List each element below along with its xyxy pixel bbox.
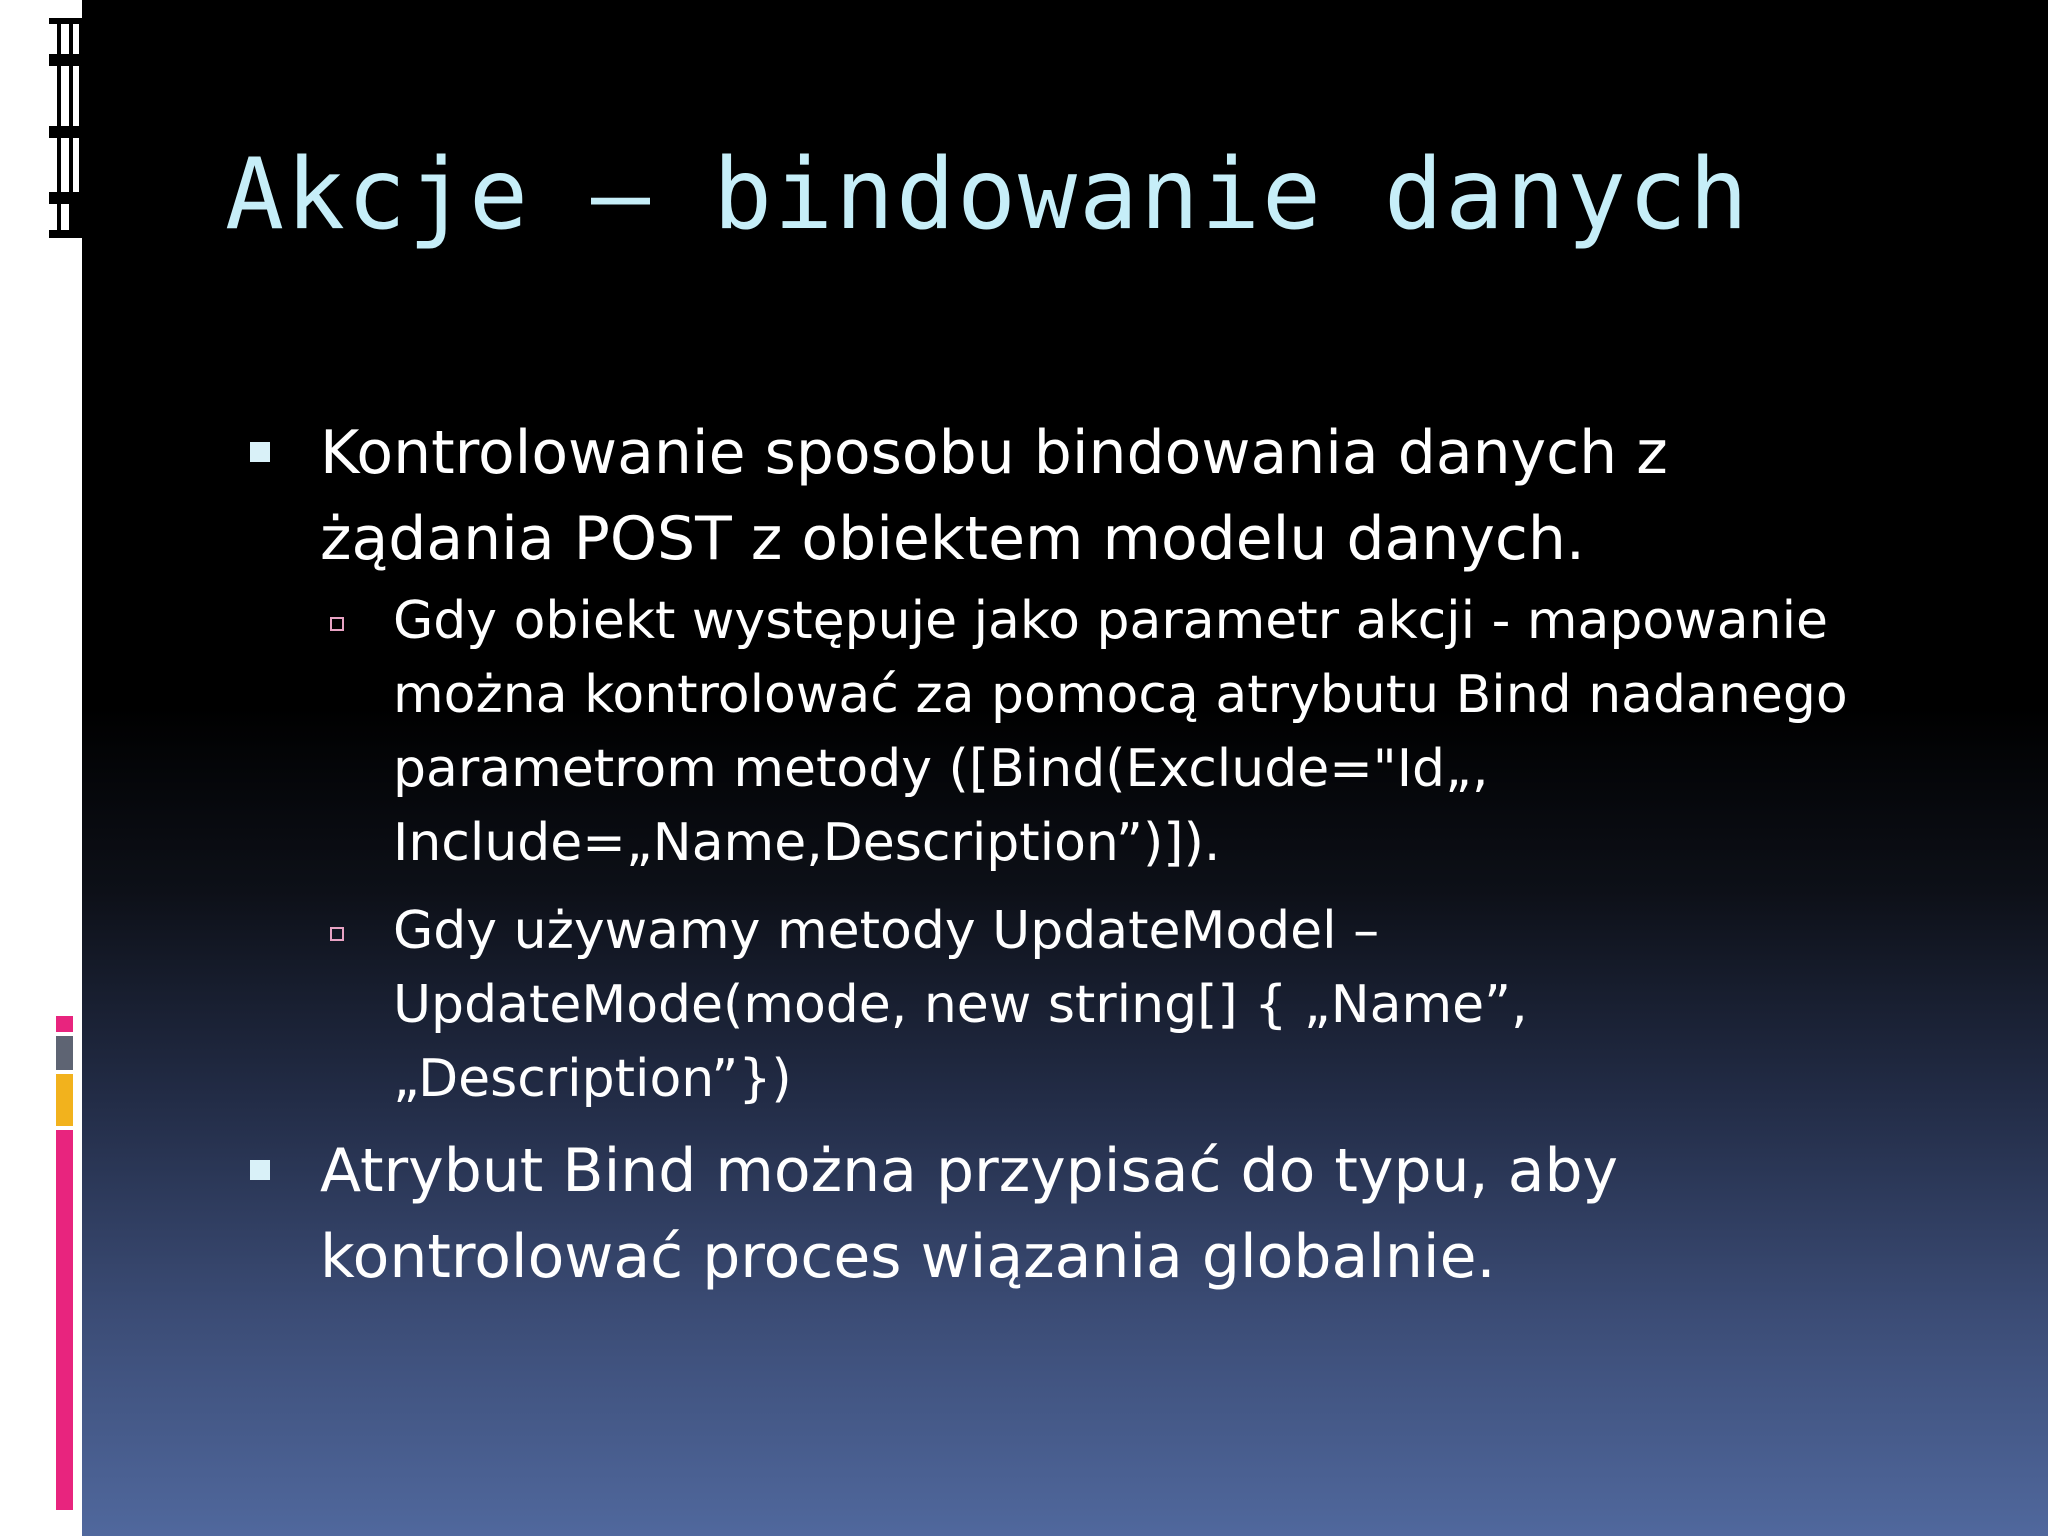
sub-bullet-text: Gdy używamy metody UpdateModel – UpdateMode(mode, new string[] { „Name”, „Description”}) (393, 901, 1528, 1109)
square-bullet-icon (250, 1160, 270, 1180)
bullet-text: Kontrolowanie sposobu bindowania danych z żądania POST z obiektem modelu danych. (320, 418, 1668, 574)
slide-title: Akcje – bindowanie danych (225, 138, 1751, 252)
bullet-item (230, 1128, 1870, 1300)
bullet-item (230, 410, 1870, 582)
bullet-text: Atrybut Bind można przypisać do typu, aby kontrolować proces wiązania globalnie. (320, 1136, 1619, 1292)
square-bullet-icon (250, 442, 270, 462)
hollow-square-bullet-icon (330, 617, 344, 631)
accent-bar-gold (56, 1074, 73, 1126)
hollow-square-bullet-icon (330, 927, 344, 941)
sub-bullet-item (230, 584, 1870, 880)
slide-content (230, 410, 1870, 1300)
accent-bar-pink-top (56, 1016, 73, 1032)
sub-bullet-item (230, 894, 1870, 1116)
decorative-grid (49, 18, 82, 238)
accent-bar-gray (56, 1036, 73, 1070)
accent-bar-pink (56, 1130, 73, 1510)
sub-bullet-text: Gdy obiekt występuje jako parametr akcji - mapowanie można kontrolować za pomocą atrybutu Bind nadanego parametrom metody ([Bind(Exclude="Id„, Include=„Name,Description”)]). (393, 591, 1848, 873)
